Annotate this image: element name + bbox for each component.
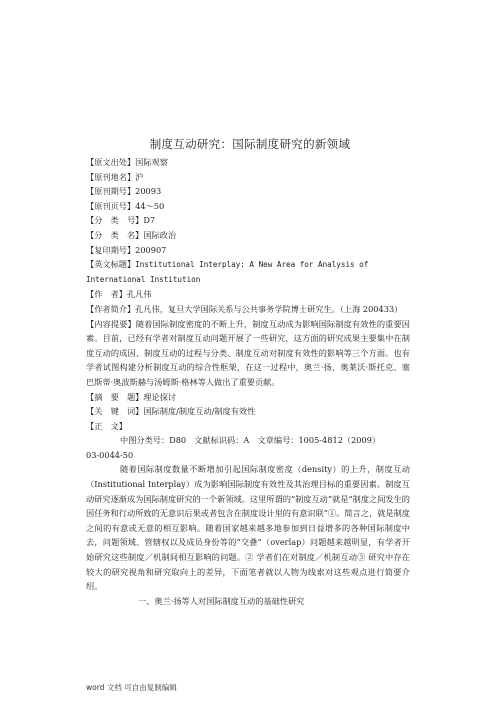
footer-note: word 文档 可自由复制编辑 (86, 683, 177, 692)
meta-source (86, 155, 410, 170)
meta-value: 国际观察 (135, 157, 168, 167)
document-body (86, 155, 410, 608)
meta-label: 【内容提要】 (86, 318, 136, 329)
meta-value: 沪 (135, 171, 144, 182)
meta-label: 【英文标题】 (86, 259, 136, 270)
keywords-row (86, 404, 410, 419)
english-title-line2: International Institution (86, 274, 201, 284)
section-heading: 一、奥兰·扬等人对国际制度互动的基础性研究 (138, 595, 305, 606)
meta-value: 国际政治 (143, 229, 177, 240)
page-title: 制度互动研究：国际制度研究的新领域 (149, 137, 351, 151)
meta-value: 200907 (135, 244, 167, 255)
author-row (86, 287, 410, 302)
classification-line-2: 03-0044-50 (86, 449, 134, 460)
meta-label: 【分 类 号】 (86, 215, 144, 226)
body-paragraph: 随着国际制度数量不断增加引起国际制度密度（density）的上升，制度互动（Institutional Interplay）成为影响国际制度有效性及其治理目标的重要因素。制度互动研究逐渐成为国际制度研究的一个新领域。这里所谓的“制度互动”就是“制度之间发生的因任务和行动所致的无意识后果或者包含在制度设计里的有意识联”①。简言之，就是制度之间的有意或无意的相互影响。随着国家越来越多地参加到日益增多的各种国际制度中去，问题领域、管辖权以及成员身份等的“交叠”（overlap）问题越来越明显，有学者开始研究这些制度／机制间相互影响的问题。② 学者们在对制度／机制互动③ 研究中存在较大的研究视角和研究取向上的差异，下面笔者就以人物为线索对这些观点进行简要介绍。 (86, 464, 410, 592)
english-title-row (86, 257, 410, 273)
body-label: 【正 文】 (86, 420, 127, 431)
meta-place (86, 170, 410, 185)
meta-class-no (86, 213, 410, 228)
classification-line: 中图分类号：D80 文献标识码：A 文章编号：1005-4812（2009） (120, 435, 381, 446)
meta-value: 44～50 (135, 200, 165, 211)
meta-label: 【复印期号】 (86, 244, 136, 255)
meta-label: 【作者简介】 (86, 303, 136, 314)
english-title-line1: Institutional Interplay: A New Area for Analysis of (135, 260, 369, 270)
meta-class-name (86, 228, 410, 243)
author-intro: 孔凡伟，复旦大学国际关系与公共事务学院博士研究生。（上海 200433） (135, 303, 403, 314)
meta-label: 【摘 要 题】 (86, 391, 144, 402)
keywords-value: 国际制度/制度互动/制度有效性 (143, 406, 256, 417)
meta-value: 20093 (135, 186, 162, 197)
meta-label: 【关 键 词】 (86, 406, 144, 417)
summary-value: 理论探讨 (143, 391, 177, 402)
meta-label: 【原刊地名】 (86, 171, 136, 182)
meta-label: 【原文出处】 (86, 157, 136, 167)
meta-label: 【原刊页号】 (86, 200, 136, 211)
meta-pages (86, 199, 410, 214)
meta-label: 【作 者】 (86, 289, 127, 300)
meta-label: 【原刊期号】 (86, 186, 136, 197)
author-intro-row (86, 302, 410, 317)
meta-issue (86, 184, 410, 199)
meta-label: 【分 类 名】 (86, 229, 144, 240)
summary-row (86, 390, 410, 405)
meta-reprint (86, 243, 410, 258)
author-name: 孔凡伟 (126, 289, 152, 300)
abstract-row (86, 317, 410, 390)
abstract-text: 随着国际制度密度的不断上升，制度互动成为影响国际制度有效性的重要因素。目前，已经有学者对制度互动问题开展了一些研究，这方面的研究成果主要集中在制度互动的成因、制度互动的过程与分类、制度互动对制度有效性的影响等三个方面。也有学者试图构建分析制度互动的综合性框架，在这一过程中，奥兰·扬、奥莱沃·斯托克、塞巴斯蒂·奥波斯赫与汤姆斯·格林等人做出了重要贡献。 (86, 318, 410, 387)
meta-value: D7 (143, 215, 156, 226)
